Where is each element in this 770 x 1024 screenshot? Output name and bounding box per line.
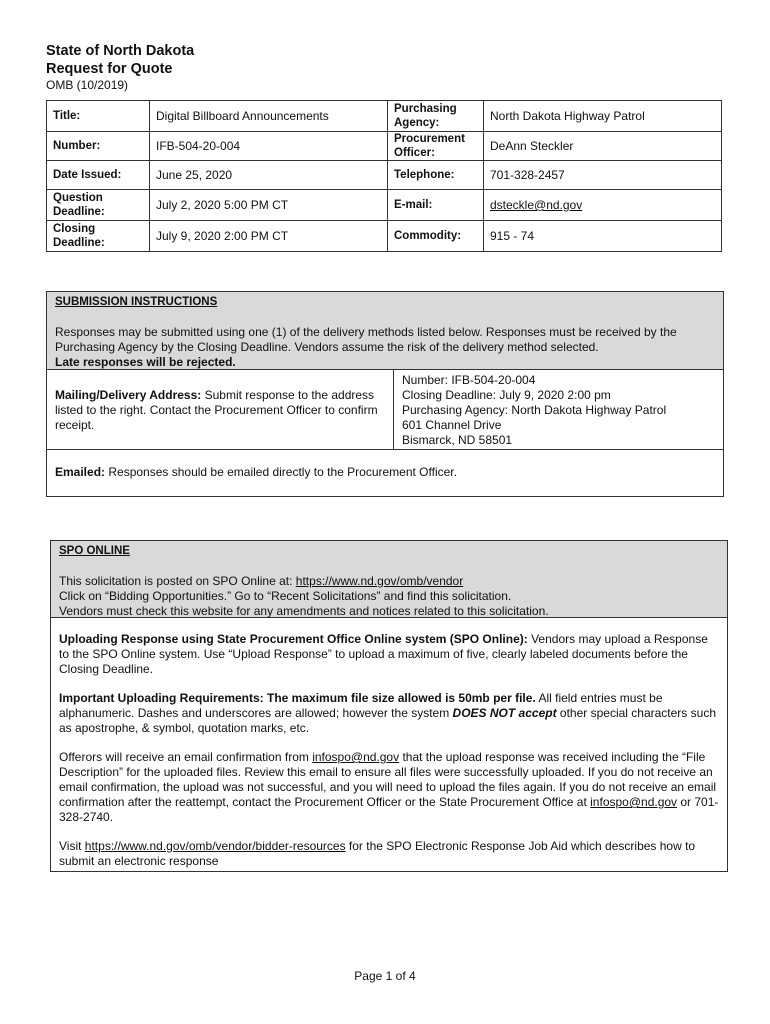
address-line: Bismarck, ND 58501 (402, 433, 513, 447)
date-issued-value: June 25, 2020 (150, 161, 388, 190)
spo-header (51, 541, 727, 618)
spo-online-box (50, 540, 728, 872)
upload-paragraph (59, 632, 719, 677)
table-row (47, 132, 722, 161)
requirements-paragraph (59, 691, 719, 736)
email-link[interactable]: dsteckle@nd.gov (490, 198, 583, 212)
emailed-instructions (47, 450, 723, 480)
offerors-text1: Offerors will receive an email confirmation from (59, 750, 313, 764)
table-row (47, 101, 722, 132)
submission-intro-line1: Responses may be submitted using one (1) of the delivery methods listed below. Responses must be received by the (55, 325, 677, 339)
late-notice: Late responses will be rejected. (55, 355, 236, 369)
requirements-emphasis: DOES NOT accept (452, 706, 557, 720)
purchasing-agency-value: North Dakota Highway Patrol (484, 101, 722, 132)
number-label: Number: (47, 132, 150, 161)
infospo-link[interactable]: infospo@nd.gov (590, 795, 678, 809)
offerors-text3: or 701-328-2740. (59, 795, 719, 824)
telephone-value: 701-328-2457 (484, 161, 722, 190)
visit-text1: Visit (59, 839, 85, 853)
spo-line1-text: This solicitation is posted on SPO Online at: (59, 574, 296, 588)
mailing-address (394, 370, 674, 449)
delivery-row (47, 370, 723, 450)
question-deadline-label: Question Deadline: (47, 190, 150, 221)
closing-deadline-value: July 9, 2020 2:00 PM CT (150, 221, 388, 252)
address-line: 601 Channel Drive (402, 418, 502, 432)
form-id: OMB (10/2019) (46, 78, 129, 92)
table-row (47, 190, 722, 221)
date-issued-label: Date Issued: (47, 161, 150, 190)
question-deadline-value: July 2, 2020 5:00 PM CT (150, 190, 388, 221)
requirements-text1: All field entries must be alphanumeric. Dashes and underscores are allowed; however the system (59, 691, 663, 720)
purchasing-agency-label: Purchasing Agency: (388, 101, 484, 132)
document-type: Request for Quote (46, 61, 173, 77)
requirements-text2: other special characters such as apostrophe, & symbol, quotation marks, etc. (59, 706, 716, 735)
spo-line2: Click on “Bidding Opportunities.” Go to “Recent Solicitations” and find this solicitation. (59, 589, 512, 603)
document-header (46, 42, 194, 93)
offerors-text2: that the upload response was received including the “File Description” for the uploaded files. Review this email to ensure all files were successfully uploaded. If you do not receive an email confirmation, the upload was not successful, and you will need to upload the files again. If you do not receive an email confirmation after the reattempt, contact the Procurement Officer or the State Procurement Office at (59, 750, 717, 809)
spo-line1 (59, 574, 719, 589)
submission-title: SUBMISSION INSTRUCTIONS (55, 296, 218, 308)
email-label: E-mail: (388, 190, 484, 221)
emailed-label: Emailed: (55, 465, 106, 479)
solicitation-info-table (46, 100, 722, 252)
bidder-resources-link[interactable]: https://www.nd.gov/omb/vendor/bidder-resources (84, 839, 346, 853)
mailing-delivery-instructions (47, 370, 394, 449)
upload-text: Vendors may upload a Response to the SPO Online system. Use “Upload Response” to upload a maximum of five, clearly labeled documents before the Closing Deadline. (59, 632, 708, 676)
spo-body (51, 618, 727, 869)
address-line: Number: IFB-504-20-004 (402, 373, 536, 387)
infospo-link[interactable]: infospo@nd.gov (312, 750, 400, 764)
visit-text2: for the SPO Electronic Response Job Aid which describes how to submit an electronic response (59, 839, 696, 868)
submission-header (47, 292, 723, 370)
email-cell (484, 190, 722, 221)
submission-instructions-box (46, 291, 724, 497)
procurement-officer-value: DeAnn Steckler (484, 132, 722, 161)
upload-heading: Uploading Response using State Procurement Office Online system (SPO Online): (59, 632, 528, 646)
spo-line3: Vendors must check this website for any amendments and notices related to this solicitation. (59, 604, 549, 618)
submission-intro-line2: Purchasing Agency by the Closing Deadline. Vendors assume the risk of the delivery method selected. (55, 340, 599, 354)
spo-title: SPO ONLINE (59, 545, 130, 557)
address-line: Closing Deadline: July 9, 2020 2:00 pm (402, 388, 611, 402)
mailing-text: Submit response to the address listed to the right. Contact the Procurement Officer to confirm receipt. (55, 388, 378, 432)
page-number: Page 1 of 4 (354, 969, 416, 983)
procurement-officer-label: Procurement Officer: (388, 132, 484, 161)
commodity-label: Commodity: (388, 221, 484, 252)
commodity-value: 915 - 74 (484, 221, 722, 252)
emailed-text: Responses should be emailed directly to the Procurement Officer. (105, 465, 457, 479)
table-row (47, 161, 722, 190)
telephone-label: Telephone: (388, 161, 484, 190)
address-line: Purchasing Agency: North Dakota Highway Patrol (402, 403, 667, 417)
title-value: Digital Billboard Announcements (150, 101, 388, 132)
state-title: State of North Dakota (46, 43, 195, 59)
spo-vendor-link[interactable]: https://www.nd.gov/omb/vendor (295, 574, 464, 588)
mailing-label: Mailing/Delivery Address: (55, 388, 202, 402)
requirements-heading: Important Uploading Requirements: The maximum file size allowed is 50mb per file. (59, 691, 536, 705)
offerors-paragraph (59, 750, 719, 825)
visit-paragraph (59, 839, 719, 869)
number-value: IFB-504-20-004 (150, 132, 388, 161)
table-row (47, 221, 722, 252)
title-label: Title: (47, 101, 150, 132)
closing-deadline-label: Closing Deadline: (47, 221, 150, 252)
